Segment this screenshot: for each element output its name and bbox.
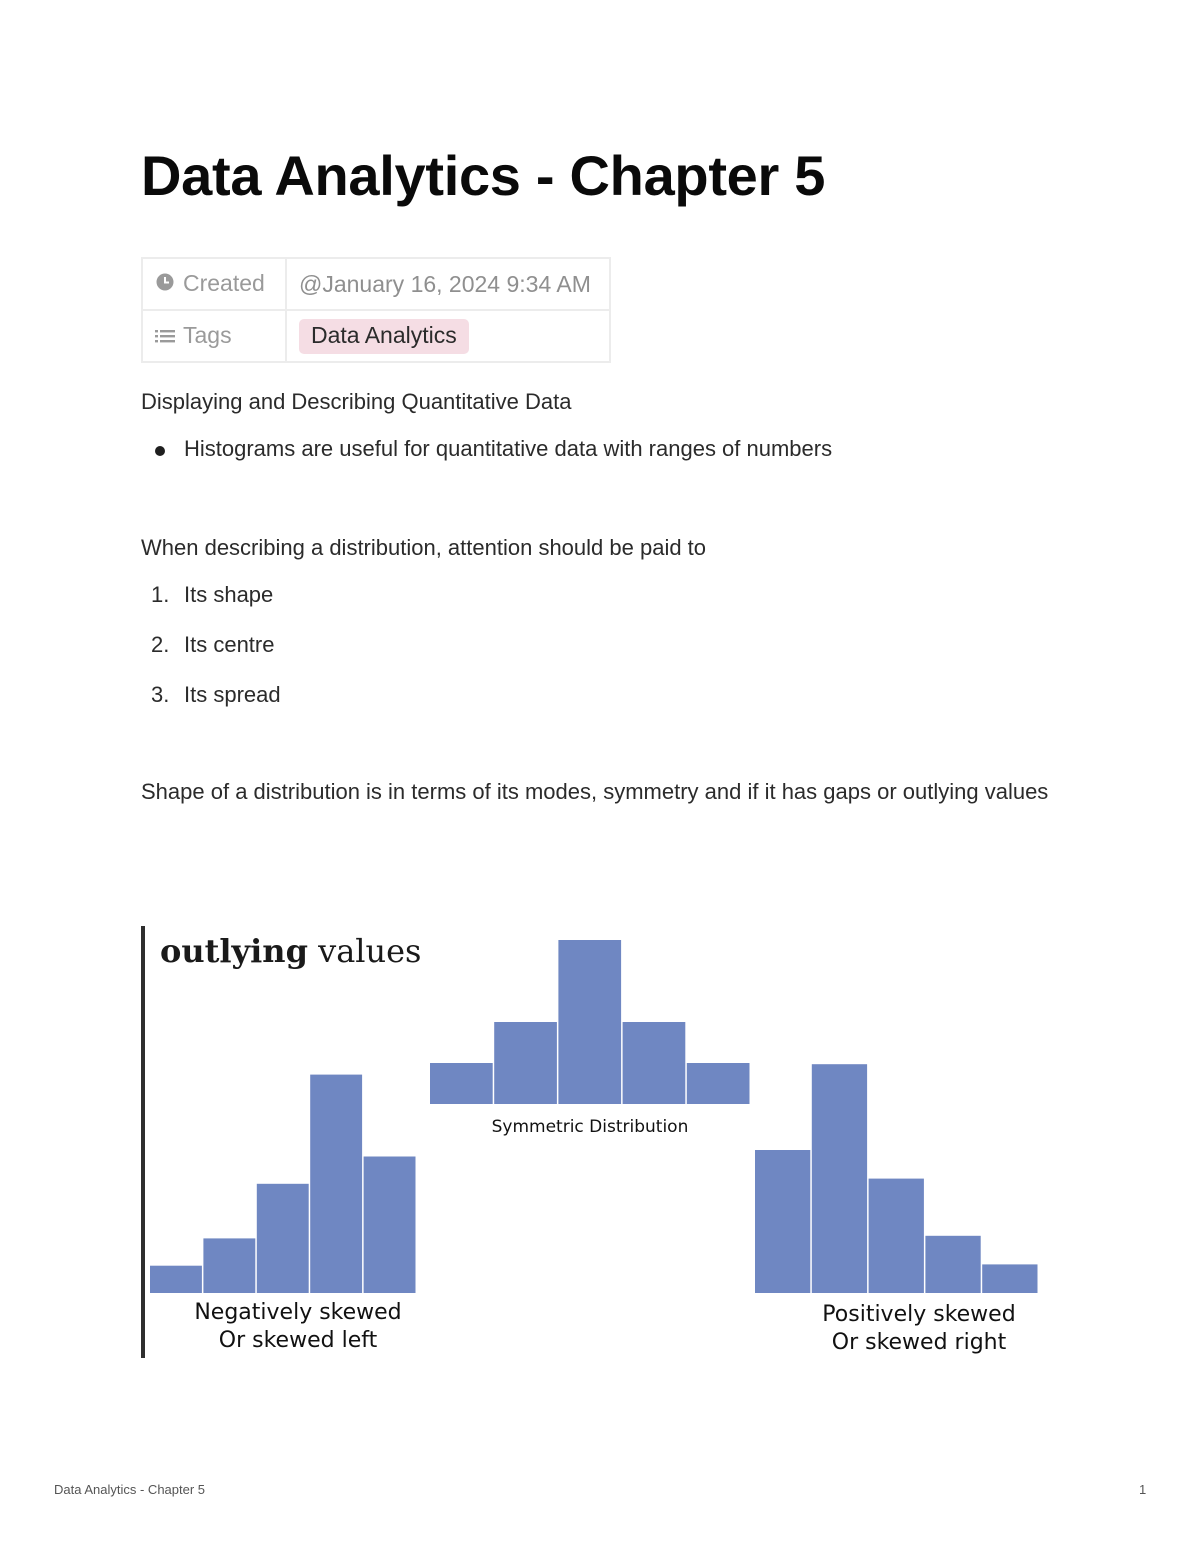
tag-data-analytics[interactable]: Data Analytics [299, 319, 469, 354]
bar-negative-1 [150, 1266, 202, 1293]
caption-symmetric: Symmetric Distribution [491, 1117, 689, 1137]
bar-symmetric-4 [623, 1022, 686, 1104]
list-icon [155, 323, 175, 350]
page-title: Data Analytics - Chapter 5 [141, 144, 826, 207]
distribution-intro: When describing a distribution, attention should be paid to [141, 535, 707, 560]
caption-positive [822, 1302, 1015, 1355]
bar-negative-2 [203, 1238, 255, 1293]
list-item-centre: Its centre [184, 632, 275, 657]
bar-negative-4 [310, 1075, 362, 1293]
tags-label: Tags [183, 321, 232, 348]
bullet-item-histograms: Histograms are useful for quantitative data with ranges of numbers [184, 436, 833, 461]
bar-positive-1 [755, 1150, 810, 1293]
bar-positive-4 [925, 1236, 980, 1293]
bar-symmetric-5 [687, 1063, 750, 1104]
tags-key [142, 310, 286, 362]
properties-table [141, 257, 611, 363]
figure-heading-bold: outlying [160, 932, 308, 970]
skew-figure [141, 926, 1051, 1358]
clock-icon [155, 271, 175, 298]
bar-positive-2 [812, 1064, 867, 1293]
histogram-figure-svg [141, 926, 1051, 1358]
caption-positive-line-1: Positively skewed [822, 1302, 1016, 1327]
caption-negative-line-1: Negatively skewed [194, 1300, 402, 1325]
list-number-2: 2. [151, 632, 170, 657]
caption-positive-line-2: Or skewed right [831, 1330, 1007, 1355]
created-value[interactable]: @January 16, 2024 9:34 AM [286, 258, 610, 310]
figure-heading [160, 932, 421, 970]
footer-doc-title: Data Analytics - Chapter 5 [54, 1482, 206, 1497]
caption-negative [194, 1300, 401, 1353]
list-number-1: 1. [151, 582, 170, 607]
bar-symmetric-1 [430, 1063, 493, 1104]
bar-positive-3 [869, 1179, 924, 1293]
footer-page-number: 1 [1139, 1482, 1147, 1497]
bar-symmetric-2 [494, 1022, 557, 1104]
list-item-shape: Its shape [184, 582, 274, 607]
section-heading: Displaying and Describing Quantitative Data [141, 389, 572, 414]
bar-symmetric-3 [558, 940, 621, 1104]
figure-left-border [141, 926, 145, 1358]
created-label: Created [183, 269, 265, 296]
list-number-3: 3. [151, 682, 170, 707]
bar-negative-3 [257, 1184, 309, 1293]
bullet-dot [155, 446, 165, 456]
bar-positive-5 [982, 1264, 1037, 1293]
tags-value [286, 310, 610, 362]
list-item-spread: Its spread [184, 682, 281, 707]
property-row-tags [142, 310, 610, 362]
property-row-created [142, 258, 610, 310]
created-key [142, 258, 286, 310]
bar-negative-5 [364, 1157, 416, 1294]
figure-heading-rest: values [307, 932, 422, 970]
caption-negative-line-2: Or skewed left [218, 1328, 378, 1353]
shape-description: Shape of a distribution is in terms of its modes, symmetry and if it has gaps or outlying values [141, 779, 1049, 804]
